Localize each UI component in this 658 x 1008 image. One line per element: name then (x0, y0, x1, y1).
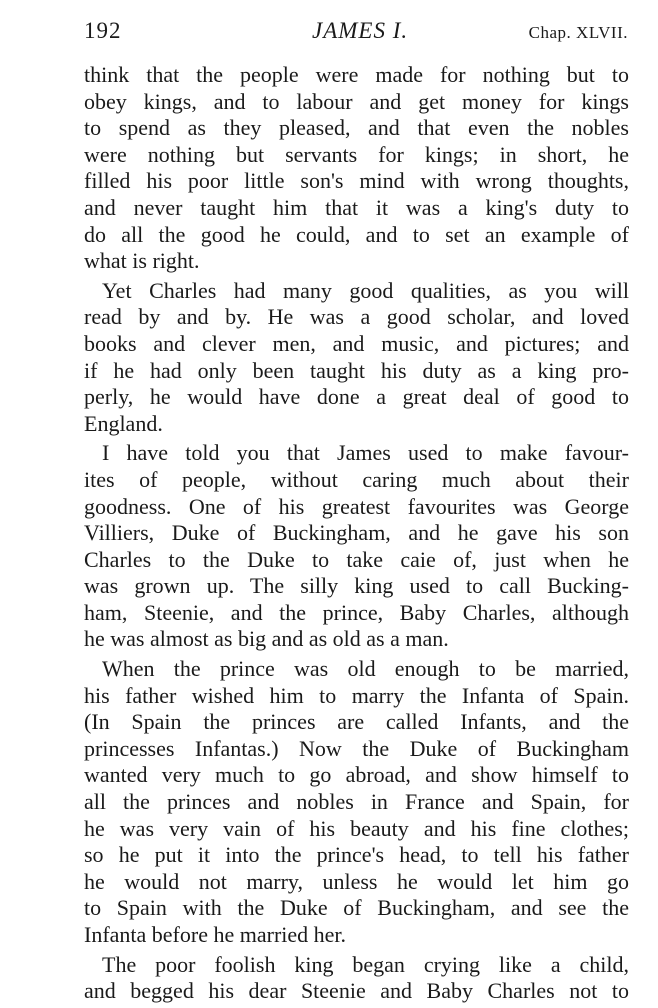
text-line: he was almost as big and as old as a man. (84, 626, 449, 652)
paragraph (84, 62, 629, 275)
running-title: JAMES I. (312, 18, 409, 43)
text-line: his father wished him to marry the Infanta of Spain. (84, 682, 629, 708)
text-line: The poor foolish king began crying like a child, (102, 951, 629, 977)
text-line: Villiers, Duke of Buckingham, and he gave his son (84, 520, 629, 546)
text-line: Infanta before he married her. (84, 922, 347, 947)
text-line: (In Spain the princes are called Infants, and the (84, 709, 629, 735)
text-line: if he had only been taught his duty as a king pro- (84, 357, 629, 383)
text-line: to Spain with the Duke of Buckingham, and see the (84, 895, 629, 921)
text-line: do all the good he could, and to set an example of (84, 221, 629, 247)
text-line: to spend as they pleased, and that even the nobles (84, 115, 629, 141)
text-line: all the princes and nobles in France and Spain, for (84, 789, 629, 815)
text-line: Yet Charles had many good qualities, as you will (102, 277, 629, 303)
text-line: perly, he would have done a great deal of good to (84, 384, 629, 410)
paragraph (84, 952, 629, 1005)
text-line: books and clever men, and music, and pictures; and (84, 330, 629, 356)
chapter-label: Chap. XLVII. (528, 23, 628, 42)
text-line: princesses Infantas.) Now the Duke of Buckingham (84, 735, 629, 761)
text-line: read by and by. He was a good scholar, and loved (84, 304, 629, 330)
text-line: England. (84, 410, 163, 436)
text-line: ham, Steenie, and the prince, Baby Charles, although (84, 599, 629, 625)
text-line: he was very vain of his beauty and his fine clothes; (84, 815, 629, 841)
body-text (84, 62, 629, 1008)
text-line: what is right. (84, 248, 200, 274)
text-line: Charles to the Duke to take caie of, just when he (84, 546, 629, 572)
text-line: When the prince was old enough to be married, (102, 656, 629, 682)
text-line: filled his poor little son's mind with wrong thoughts, (84, 168, 629, 194)
text-line: goodness. One of his greatest favourites was George (84, 493, 629, 519)
page-number: 192 (84, 18, 122, 43)
paragraph (84, 440, 629, 653)
paragraph (84, 278, 629, 438)
text-line: obey kings, and to labour and get money for kings (84, 88, 629, 114)
text-line: wanted very much to go abroad, and show himself to (84, 762, 629, 788)
running-header (84, 18, 628, 52)
text-line: were nothing but servants for kings; in short, he (84, 141, 629, 167)
text-line: ites of people, without caring much about their (84, 466, 629, 492)
paragraph (84, 656, 629, 949)
text-line: he would not marry, unless he would let him go (84, 868, 629, 894)
text-line: was grown up. The silly king used to call Bucking- (84, 573, 629, 599)
text-line: think that the people were made for nothing but to (84, 62, 629, 87)
text-line: I have told you that James used to make favour- (102, 440, 629, 466)
text-line: and never taught him that it was a king's duty to (84, 194, 629, 220)
text-line: and begged his dear Steenie and Baby Charles not to (84, 978, 629, 1004)
text-line: so he put it into the prince's head, to tell his father (84, 842, 629, 868)
